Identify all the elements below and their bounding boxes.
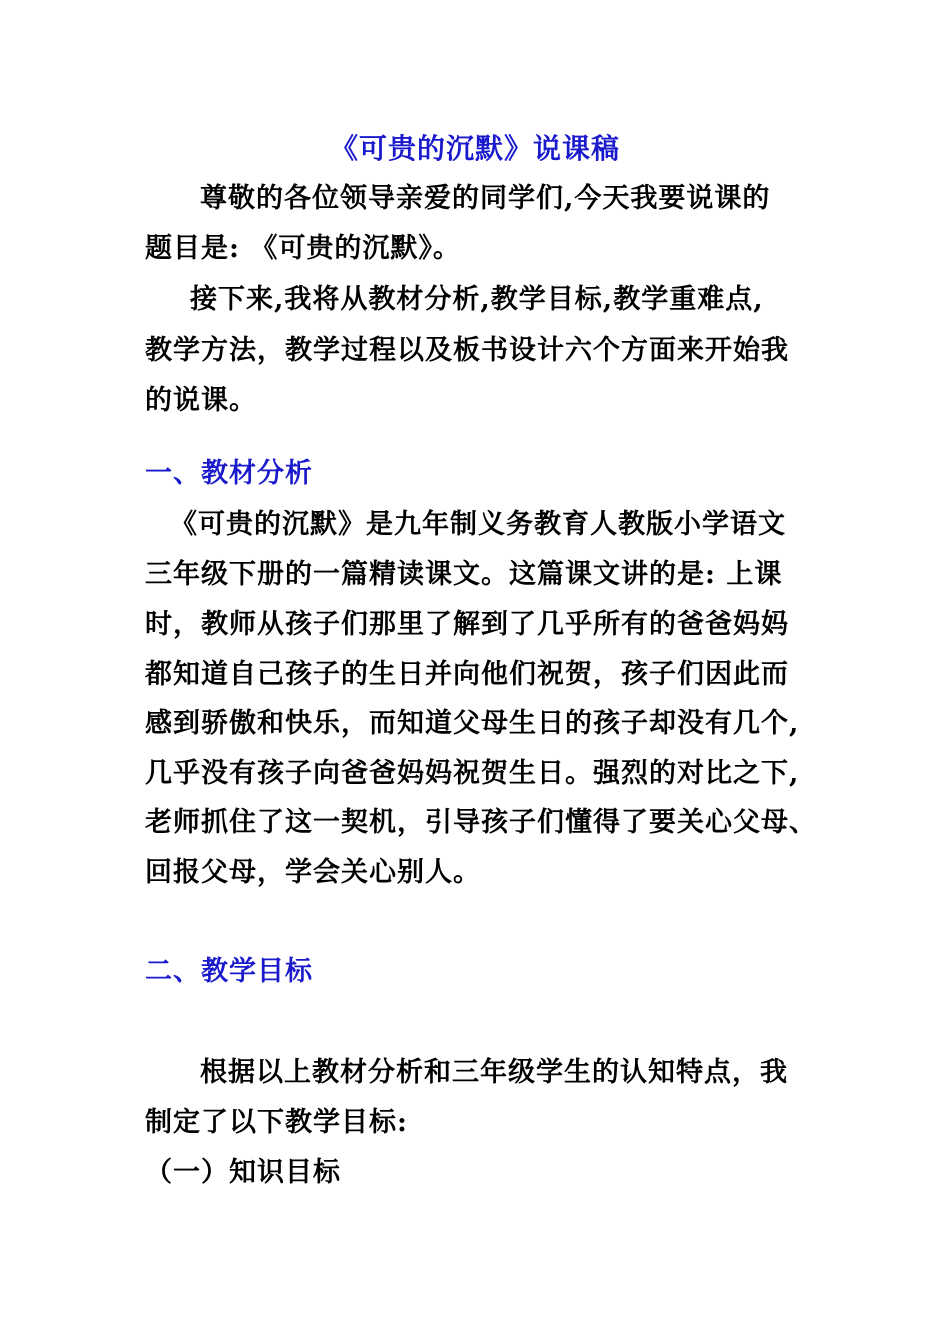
outline-line-1: 接下来,我将从教材分析,教学目标,教学重难点, bbox=[190, 284, 764, 315]
intro-line-2: 题目是: 《可贵的沉默》。 bbox=[145, 233, 461, 264]
section-1-line-2: 三年级下册的一篇精读课文。这篇课文讲的是: 上课 bbox=[145, 559, 783, 590]
section-1-line-1: 《可贵的沉默》是九年制义务教育人教版小学语文 bbox=[170, 509, 786, 540]
outline-line-2: 教学方法，教学过程以及板书设计六个方面来开始我 bbox=[145, 335, 789, 366]
section-1-line-3: 时，教师从孩子们那里了解到了几乎所有的爸爸妈妈 bbox=[145, 609, 789, 640]
section-1-line-4: 都知道自己孩子的生日并向他们祝贺，孩子们因此而 bbox=[145, 659, 789, 690]
section-1-line-7: 老师抓住了这一契机，引导孩子们懂得了要关心父母、 bbox=[145, 807, 817, 838]
section-2-line-2: 制定了以下教学目标: bbox=[145, 1107, 408, 1138]
section-1-line-8: 回报父母，学会关心别人。 bbox=[145, 857, 481, 888]
section-1-heading: 一、教材分析 bbox=[145, 458, 313, 489]
section-2-heading: 二、教学目标 bbox=[145, 956, 313, 987]
section-2-line-1: 根据以上教材分析和三年级学生的认知特点，我 bbox=[200, 1057, 788, 1088]
section-1-line-5: 感到骄傲和快乐，而知道父母生日的孩子却没有几个, bbox=[145, 708, 800, 739]
outline-line-3: 的说课。 bbox=[145, 385, 257, 416]
section-1-line-6: 几乎没有孩子向爸爸妈妈祝贺生日。强烈的对比之下, bbox=[145, 758, 800, 789]
intro-line-1: 尊敬的各位领导亲爱的同学们,今天我要说课的 bbox=[200, 183, 771, 214]
section-2-subheading: （一）知识目标 bbox=[145, 1157, 341, 1188]
document-title: 《可贵的沉默》说课稿 bbox=[330, 132, 621, 165]
